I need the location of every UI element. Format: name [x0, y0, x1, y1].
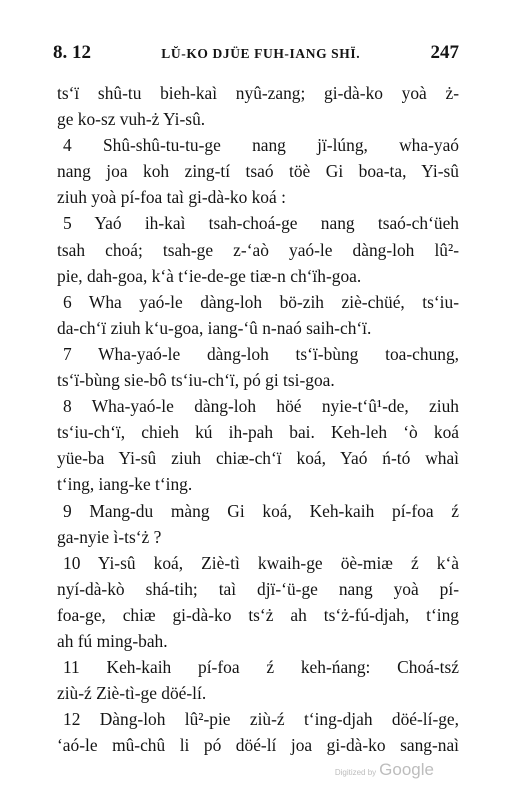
verse-4-line: 4 Shû-shû-tu-tu-ge nang jï-lúng, wha-yaó — [63, 135, 459, 156]
verse-6-line: 6 Wha yaó-le dàng-loh bö-zih ziè-chüé, tsʻiu- — [63, 291, 459, 312]
text-line: ziuh yoà pí-foa taì gi-dà-ko koá : — [57, 187, 286, 208]
running-title: LŬ-KO DJÜE FUH-IANG SHÏ. — [161, 46, 361, 61]
verse-8-line: 8 Wha-yaó-le dàng-loh höé nyie-tʻû¹-de, ziuh — [63, 396, 459, 417]
text-line: tʻing, iang-ke tʻing. — [57, 474, 193, 495]
watermark-brand: Google — [379, 760, 434, 779]
chapter-verse-ref: 8. 12 — [53, 42, 91, 63]
text-line: tsah choá; tsah-ge z-ʻaò yaó-le dàng-loh lû²- — [57, 239, 459, 260]
verse-7-line: 7 Wha-yaó-le dàng-loh tsʻï-bùng toa-chung, — [63, 343, 459, 364]
text-line: ga-nyie ì-tsʻż ? — [57, 526, 162, 547]
text-line: tsʻï-bùng sie-bô tsʻiu-chʻï, pó gi tsi-goa. — [57, 370, 335, 391]
watermark-prefix: Digitized by — [334, 768, 377, 777]
page-number: 247 — [430, 42, 459, 63]
text-line: nang joa koh zing-tí tsaó töè Gi boa-ta, Yi-sû — [57, 161, 459, 182]
verse-11-line: 11 Keh-kaih pí-foa ź keh-ńang: Choá-tsź — [63, 657, 459, 678]
text-line: tsʻiu-chʻï, chieh kú ih-pah bai. Keh-leh ʻò koá — [57, 422, 459, 443]
text-line: ziù-ź Ziè-tì-ge döé-lí. — [57, 683, 207, 704]
running-header — [53, 42, 459, 68]
verse-9-line: 9 Mang-du màng Gi koá, Keh-kaih pí-foa ź — [63, 500, 459, 521]
text-line: pie, dah-goa, kʻà tʻie-de-ge tiæ-n chʻïh-goa. — [57, 265, 362, 286]
page-body — [57, 80, 459, 758]
text-line: da-chʻï ziuh kʻu-goa, iang-ʻû n-naó saih-chʻï. — [57, 317, 372, 338]
text-line: ah fú ming-bah. — [57, 630, 168, 651]
digitized-watermark — [335, 760, 434, 780]
text-line: nyí-dà-kò shá-tih; taì djï-ʻü-ge nang yoà pí- — [57, 578, 459, 599]
text-line: ge ko-sz vuh-ż Yi-sû. — [57, 109, 206, 130]
text-line: tsʻï shû-tu bieh-kaì nyû-zang; gi-dà-ko yoà ż- — [57, 83, 459, 103]
verse-5-line: 5 Yaó ih-kaì tsah-choá-ge nang tsaó-chʻüeh — [63, 213, 459, 234]
text-line: yüe-ba Yi-sû ziuh chiæ-chʻï koá, Yaó ń-tó whaì — [57, 448, 459, 469]
verse-12-line: 12 Dàng-loh lû²-pie ziù-ź tʻing-djah döé-lí-ge, — [63, 709, 459, 730]
text-line: foa-ge, chiæ gi-dà-ko tsʻż ah tsʻż-fú-djah, tʻing — [57, 604, 459, 625]
verse-10-line: 10 Yi-sû koá, Ziè-tì kwaih-ge öè-miæ ź kʻà — [63, 552, 459, 573]
text-line: ʻaó-le mû-chû li pó döé-lí joa gi-dà-ko sang-naì — [57, 735, 459, 756]
